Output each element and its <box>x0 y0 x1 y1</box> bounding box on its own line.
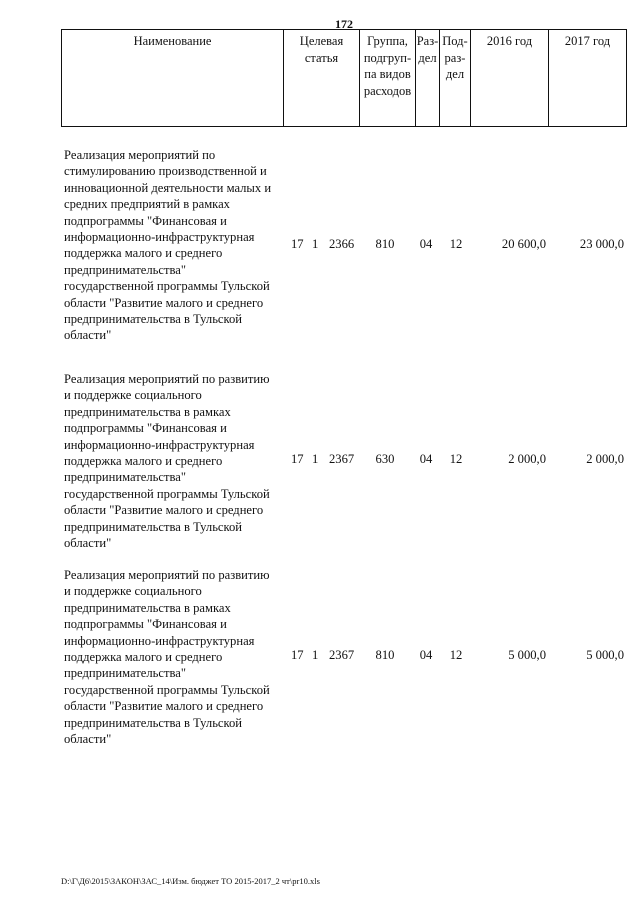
row-amount-2017: 23 000,0 <box>579 237 624 251</box>
table-header <box>61 29 627 127</box>
row-subsection: 12 <box>449 237 463 251</box>
row-group: 630 <box>375 452 395 466</box>
row-amount-2016: 20 600,0 <box>501 237 546 251</box>
row-article: 2367 <box>329 452 355 466</box>
row-program: 17 <box>291 452 304 466</box>
row-subprogram: 1 <box>312 648 319 662</box>
footer-file-path: D:\Г\Д6\2015\ЗАКОН\ЗАС_14\Изм. бюджет ТО 2015-2017_2 чт\pr10.xls <box>61 876 320 886</box>
row-name: Реализация мероприятий по развитию и поддержке социального предпринимательства в рамках подпрограммы "Финансовая и информационно-инфраструктурная поддержка малого и среднего предпринимательства" государственной программы Тульской области "Развитие малого и среднего предпринимательства в Тульской области" <box>64 372 270 551</box>
header-group: Группа, подгруп- па видов расходов <box>360 30 416 126</box>
row-group: 810 <box>375 648 395 662</box>
row-program: 17 <box>291 648 304 662</box>
row-subsection: 12 <box>449 452 463 466</box>
row-amount-2016: 5 000,0 <box>508 648 546 662</box>
row-subprogram: 1 <box>312 452 319 466</box>
row-name: Реализация мероприятий по стимулированию производственной и инновационной деятельности малых и средних предприятий в рамках подпрограммы "Финансовая и информационно-инфраструктурная поддержка малого и среднего предпринимательства" государственной программы Тульской области "Развитие малого и среднего предпринимательства в Тульской области" <box>64 148 272 343</box>
page-number: 172 <box>335 17 353 31</box>
header-section: Раз- дел <box>416 30 440 126</box>
header-target-article: Целевая статья <box>284 30 360 126</box>
header-year-2017: 2017 год <box>564 34 611 48</box>
row-subsection: 12 <box>449 648 463 662</box>
row-name: Реализация мероприятий по развитию и поддержке социального предпринимательства в рамках подпрограммы "Финансовая и информационно-инфраструктурная поддержка малого и среднего предпринимательства" государственной программы Тульской области "Развитие малого и среднего предпринимательства в Тульской области" <box>64 568 270 747</box>
row-article: 2366 <box>329 237 355 251</box>
header-year-2016: 2016 год <box>471 30 549 126</box>
row-program: 17 <box>291 237 304 251</box>
row-amount-2017: 5 000,0 <box>586 648 624 662</box>
row-section: 04 <box>419 237 433 251</box>
row-article: 2367 <box>329 648 355 662</box>
row-section: 04 <box>419 648 433 662</box>
row-subprogram: 1 <box>312 237 319 251</box>
row-amount-2017: 2 000,0 <box>586 452 624 466</box>
row-section: 04 <box>419 452 433 466</box>
header-name: Наименование <box>62 30 284 126</box>
header-subsection: Под- раз- дел <box>440 30 471 126</box>
row-amount-2016: 2 000,0 <box>508 452 546 466</box>
row-group: 810 <box>375 237 395 251</box>
